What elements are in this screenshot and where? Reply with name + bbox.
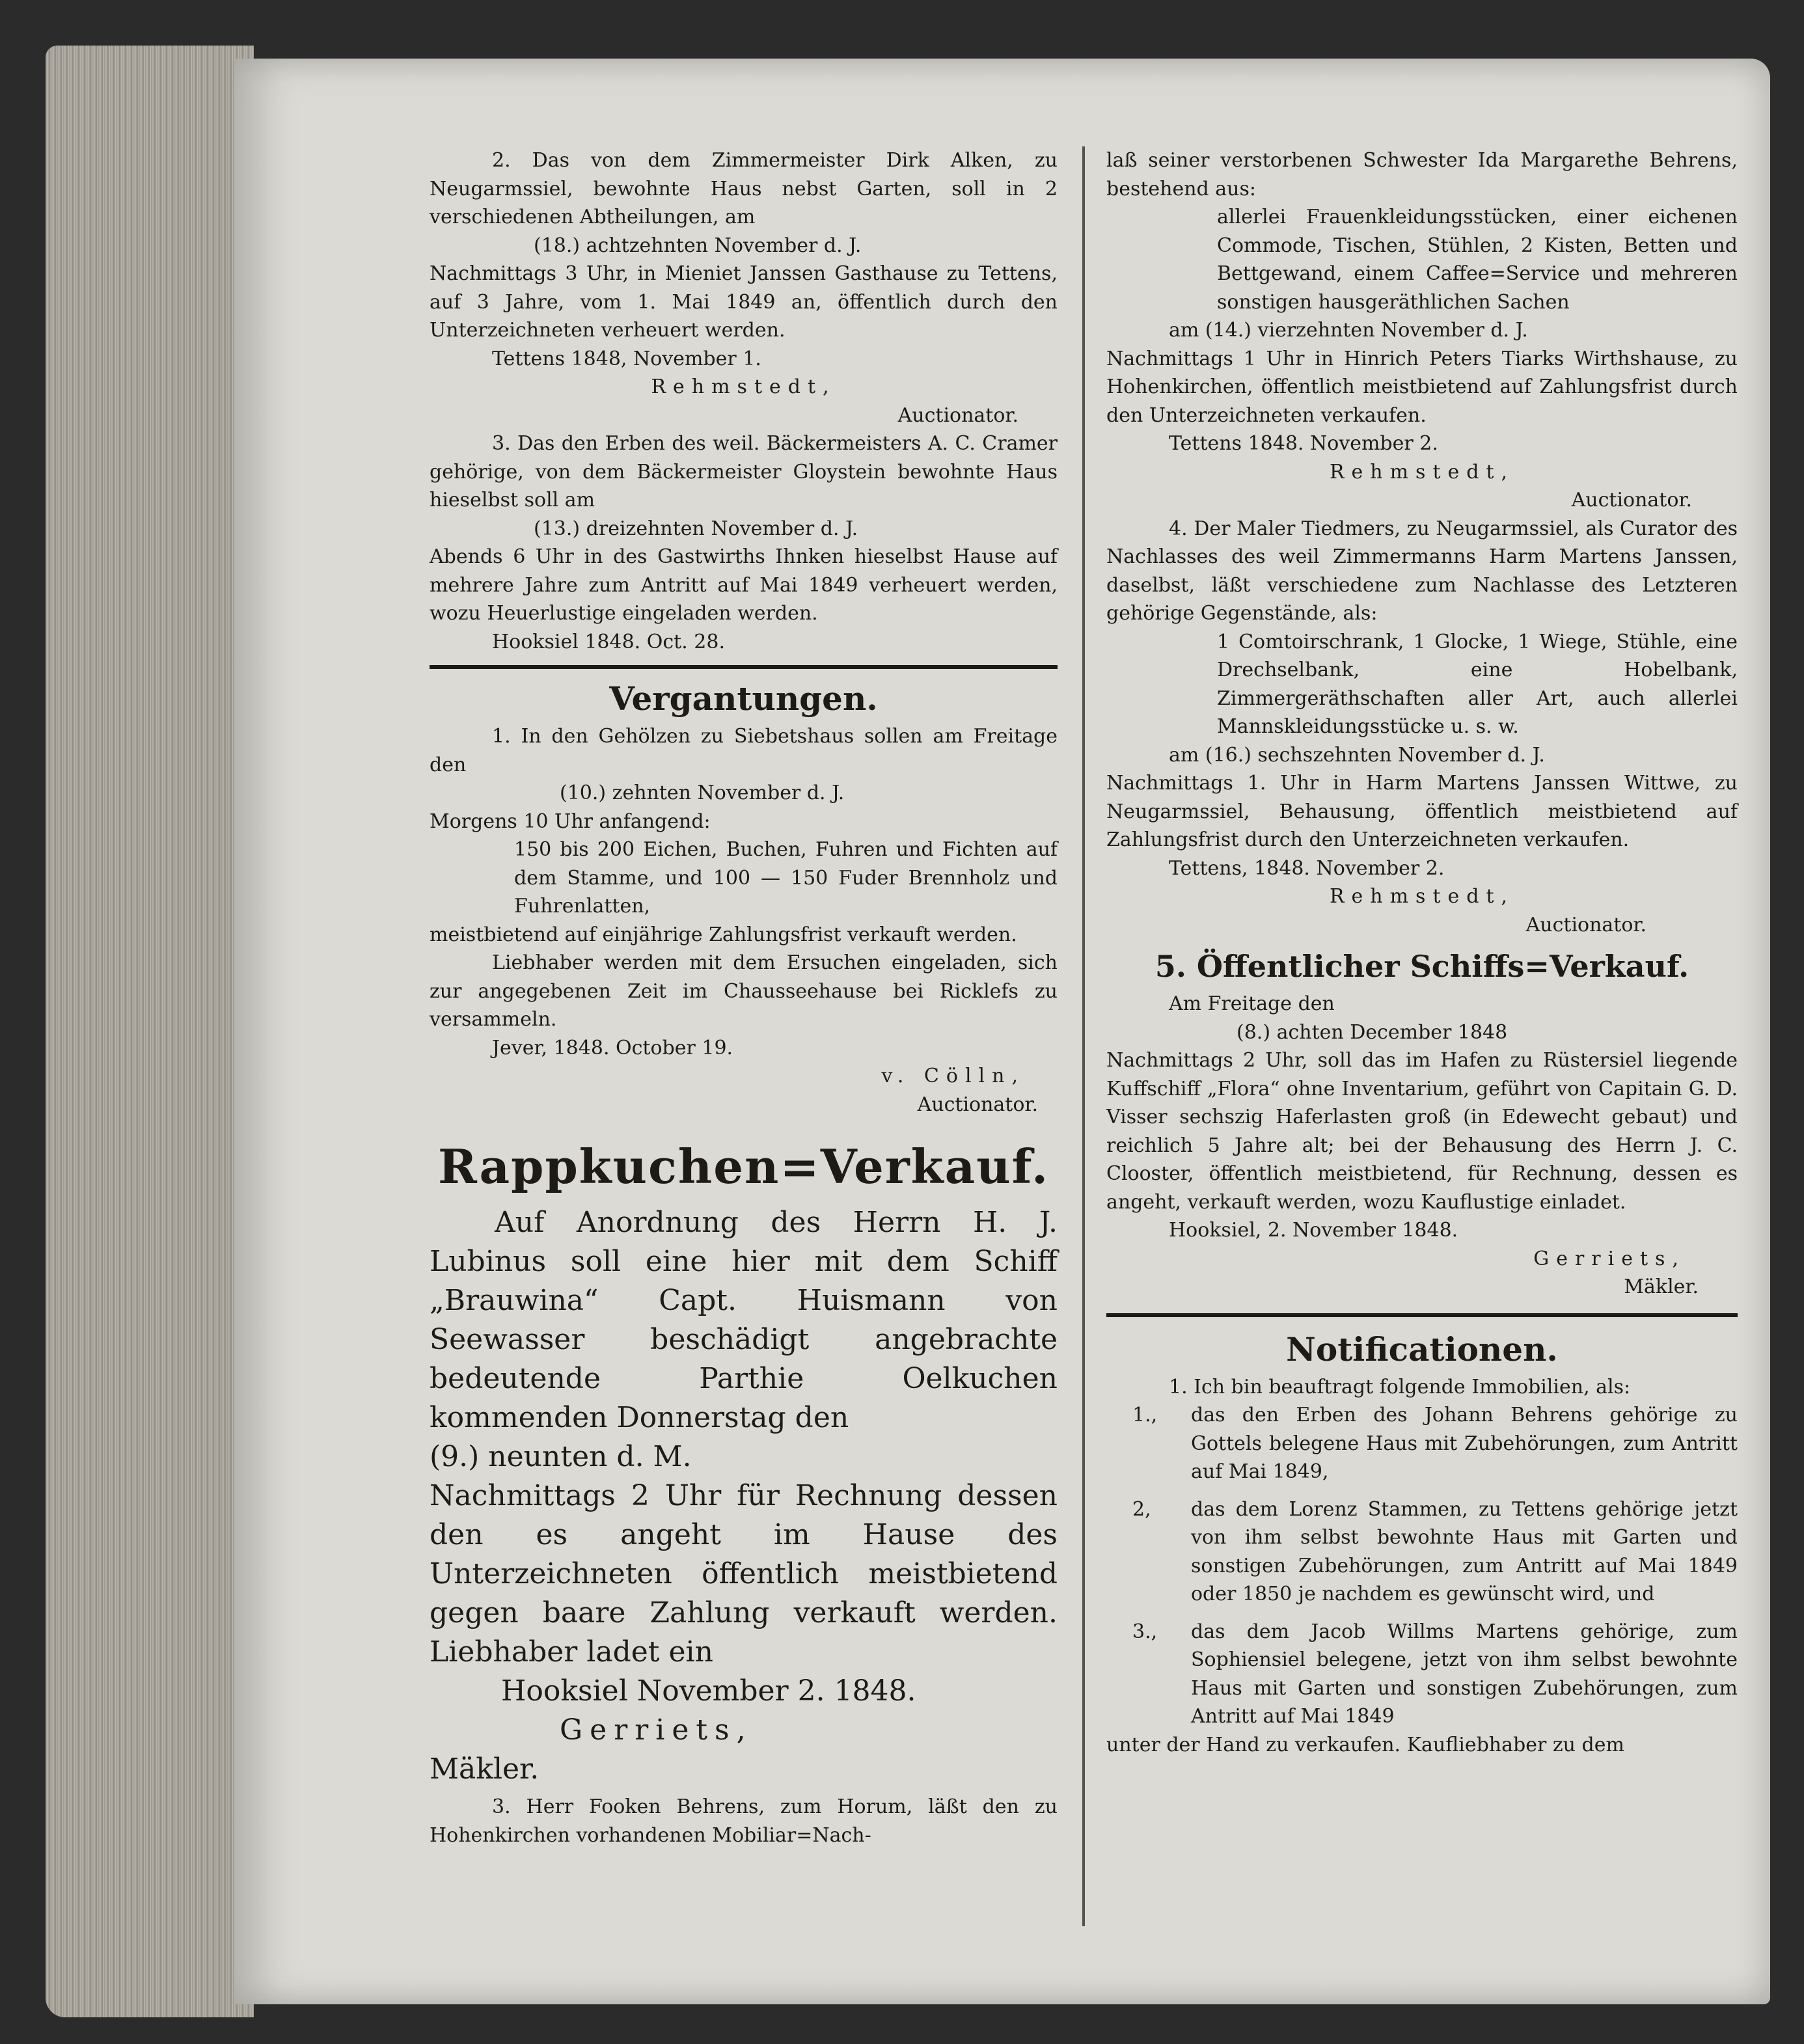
notice-text: 4. Der Maler Tiedmers, zu Neugarmssiel, als Curator des Nachlasses des weil Zimmermanns Harm Martens Janssen, daselbst, läßt verschiedene zum Nachlasse des Letzteren gehörige Gegenstände, als: xyxy=(1106,517,1738,625)
notice-text: 3. Das den Erben des weil. Bäckermeisters A. C. Cramer gehörige, von dem Bäckermeister Gloystein bewohnte Haus hieselbst soll am xyxy=(430,432,1058,511)
list-item-number: 3., xyxy=(1132,1620,1158,1643)
right-column xyxy=(1106,146,1738,1759)
signature-role: Auctionator. xyxy=(1525,913,1647,936)
list-item-number: 1., xyxy=(1132,1404,1158,1426)
notice-place: Tettens, 1848. November 2. xyxy=(1169,856,1445,880)
signature-name: Rehmstedt, xyxy=(1329,460,1515,484)
schiffs-verkauf xyxy=(1106,946,1738,1301)
book-page-edges xyxy=(46,46,254,2017)
advert-body: Nachmittags 2 Uhr für Rechnung dessen den es angeht im Hause des Unterzeichneten öffentlich meistbietend gegen baare Zahlung verkauft werden. Liebhaber ladet ein xyxy=(430,1479,1058,1669)
notice-date: am (16.) sechszehnten November d. J. xyxy=(1169,743,1545,767)
rappkuchen-advert xyxy=(430,1136,1058,1789)
notice-goods: allerlei Frauenkleidungsstücken, einer eichenen Commode, Tischen, Stühlen, 2 Kisten, Betten und Bettgewand, einem Caffee=Service und mehreren sonstigen hausgeräthlichen Sachen xyxy=(1217,206,1738,314)
signature-name: Gerriets, xyxy=(1533,1247,1686,1270)
list-item-text: das dem Jacob Willms Martens gehörige, zum Sophiensiel belegene, jetzt von ihm selbst bewohnte Haus mit Garten und sonstigen Zubehörungen, zum Antritt auf Mai 1849 xyxy=(1191,1620,1738,1728)
notice-goods: 1 Comtoirschrank, 1 Glocke, 1 Wiege, Stühle, eine Drechselbank, eine Hobelbank, Zimmergeräthschaften aller Art, auch allerlei Mannskleidungsstücke u. s. w. xyxy=(1217,630,1738,738)
notice-closing: unter der Hand zu verkaufen. Kaufliebhaber zu dem xyxy=(1106,1733,1624,1756)
left-column xyxy=(430,146,1058,1849)
notice-text: laß seiner verstorbenen Schwester Ida Margarethe Behrens, bestehend aus: xyxy=(1106,149,1738,200)
section-title: Vergantungen. xyxy=(609,679,878,718)
signature-role: Auctionator. xyxy=(897,403,1018,427)
notificationen-section xyxy=(1106,1329,1738,1760)
notice-3-mobiliar-start: 3. Herr Fooken Behrens, zum Horum, läßt den zu Hohenkirchen vorhandenen Mobiliar=Nach- xyxy=(430,1795,1058,1847)
notice-place: Tettens 1848, November 1. xyxy=(492,347,761,370)
notice-body: Nachmittags 3 Uhr, in Mieniet Janssen Gasthause zu Tettens, auf 3 Jahre, vom 1. Mai 1849 an, öffentlich durch den Unterzeichneten verheuert werden. xyxy=(430,262,1058,342)
list-item-text: das den Erben des Johann Behrens gehörige zu Gottels belegene Haus mit Zubehörungen, zum Antritt auf Mai 1849, xyxy=(1191,1404,1738,1483)
signature-name: Rehmstedt, xyxy=(1329,885,1515,908)
notice-terms: meistbietend auf einjährige Zahlungsfrist verkauft werden. xyxy=(430,923,1017,946)
notice-body: Nachmittags 1. Uhr in Harm Martens Janssen Wittwe, zu Neugarmssiel, Behausung, öffentlich meistbietend auf Zahlungsfrist durch den Unterzeichneten verkaufen. xyxy=(1106,772,1738,851)
notice-date: (18.) achtzehnten November d. J. xyxy=(534,234,862,257)
advert-place: Hooksiel November 2. 1848. xyxy=(501,1674,916,1708)
notice-place: Hooksiel, 2. November 1848. xyxy=(1169,1219,1458,1242)
vergantungen-section xyxy=(430,678,1058,1119)
notice-text: 2. Das von dem Zimmermeister Dirk Alken, zu Neugarmssiel, bewohnte Haus nebst Garten, soll in 2 verschiedenen Abtheilungen, am xyxy=(430,149,1058,228)
notice-invite: Liebhaber werden mit dem Ersuchen eingeladen, sich zur angegebenen Zeit im Chausseehause bei Ricklefs zu versammeln. xyxy=(430,951,1058,1031)
signature-role: Mäkler. xyxy=(430,1752,540,1786)
section-rule xyxy=(1106,1313,1738,1317)
advert-title: Rappkuchen=Verkauf. xyxy=(437,1139,1050,1194)
signature-name: Rehmstedt, xyxy=(651,375,836,398)
notice-date: (10.) zehnten November d. J. xyxy=(560,782,845,804)
signature-name: Gerriets, xyxy=(560,1713,753,1747)
notice-body: Abends 6 Uhr in des Gastwirths Ihnken hieselbst Hause auf mehrere Jahre zum Antritt auf Mai 1849 verheuert werden, wozu Heuerlustige eingeladen werden. xyxy=(430,545,1058,625)
notice-date: (8.) achten December 1848 xyxy=(1237,1020,1508,1044)
signature-role: Auctionator. xyxy=(917,1093,1038,1116)
notice-date: am (14.) vierzehnten November d. J. xyxy=(1169,319,1528,342)
section-title: Notificationen. xyxy=(1286,1329,1558,1369)
notice-text: 1. In den Gehölzen zu Siebetshaus sollen am Freitage den xyxy=(430,725,1058,776)
list-item xyxy=(1106,1495,1738,1609)
notice-intro: Am Freitage den xyxy=(1169,992,1335,1015)
list-item-text: das dem Lorenz Stammen, zu Tettens gehörige jetzt von ihm selbst bewohnte Haus mit Garten und sonstigen Zubehörungen, zum Antritt auf Mai 1849 oder 1850 je nachdem es gewünscht wird, und xyxy=(1191,1497,1738,1605)
notice-time: Morgens 10 Uhr anfangend: xyxy=(430,810,711,833)
notice-intro: 1. Ich bin beauftragt folgende Immobilien, als: xyxy=(1169,1375,1631,1398)
notice-place: Tettens 1848. November 2. xyxy=(1169,432,1438,455)
advert-date: (9.) neunten d. M. xyxy=(430,1440,692,1473)
notice-date: (13.) dreizehnten November d. J. xyxy=(534,517,858,540)
notice-place: Jever, 1848. October 19. xyxy=(492,1036,733,1059)
list-item xyxy=(1106,1618,1738,1731)
signature-name: v. Cölln, xyxy=(881,1065,1025,1087)
notice-body: Nachmittags 2 Uhr, soll das im Hafen zu Rüstersiel liegende Kuffschiff „Flora“ ohne Inventarium, geführt von Capitain G. D. Visser sechszig Haferlasten groß (in Edewecht gebaut) und reichlich 5 Jahre alt; bei der Behausung des Herrn J. C. Clooster, öffentlich meistbietend, für Rechnung, dessen es angeht, verkauft werden, wozu Kauflustige einladet. xyxy=(1106,1049,1738,1214)
advert-text: Auf Anordnung des Herrn H. J. Lubinus soll eine hier mit dem Schiff „Brauwina“ Capt. Huismann von Seewasser beschädigt angebrachte bedeutende Parthie Oelkuchen kommenden Donnerstag den xyxy=(430,1206,1058,1434)
section-title: 5. Öffentlicher Schiffs=Verkauf. xyxy=(1155,949,1689,984)
list-item-number: 2, xyxy=(1132,1497,1151,1521)
notice-body: Nachmittags 1 Uhr in Hinrich Peters Tiarks Wirthshause, zu Hohenkirchen, öffentlich meistbietend auf Zahlungsfrist durch den Unterzeichneten verkaufen. xyxy=(1106,347,1738,427)
notice-2-house-neugarmssiel xyxy=(430,146,1058,429)
notice-goods: 150 bis 200 Eichen, Buchen, Fuhren und Fichten auf dem Stamme, und 100 — 150 Fuder Brennholz und Fuhrenlatten, xyxy=(514,838,1058,918)
section-rule xyxy=(430,665,1058,669)
notice-3-house-hooksiel xyxy=(430,429,1058,656)
list-item xyxy=(1106,1401,1738,1486)
notice-place: Hooksiel 1848. Oct. 28. xyxy=(492,630,725,653)
notice-4-tiedmers xyxy=(1106,515,1738,940)
signature-role: Mäkler. xyxy=(1624,1275,1699,1298)
column-divider xyxy=(1082,146,1085,1926)
signature-role: Auctionator. xyxy=(1571,489,1692,511)
notice-3-mobiliar-continued xyxy=(1106,146,1738,515)
